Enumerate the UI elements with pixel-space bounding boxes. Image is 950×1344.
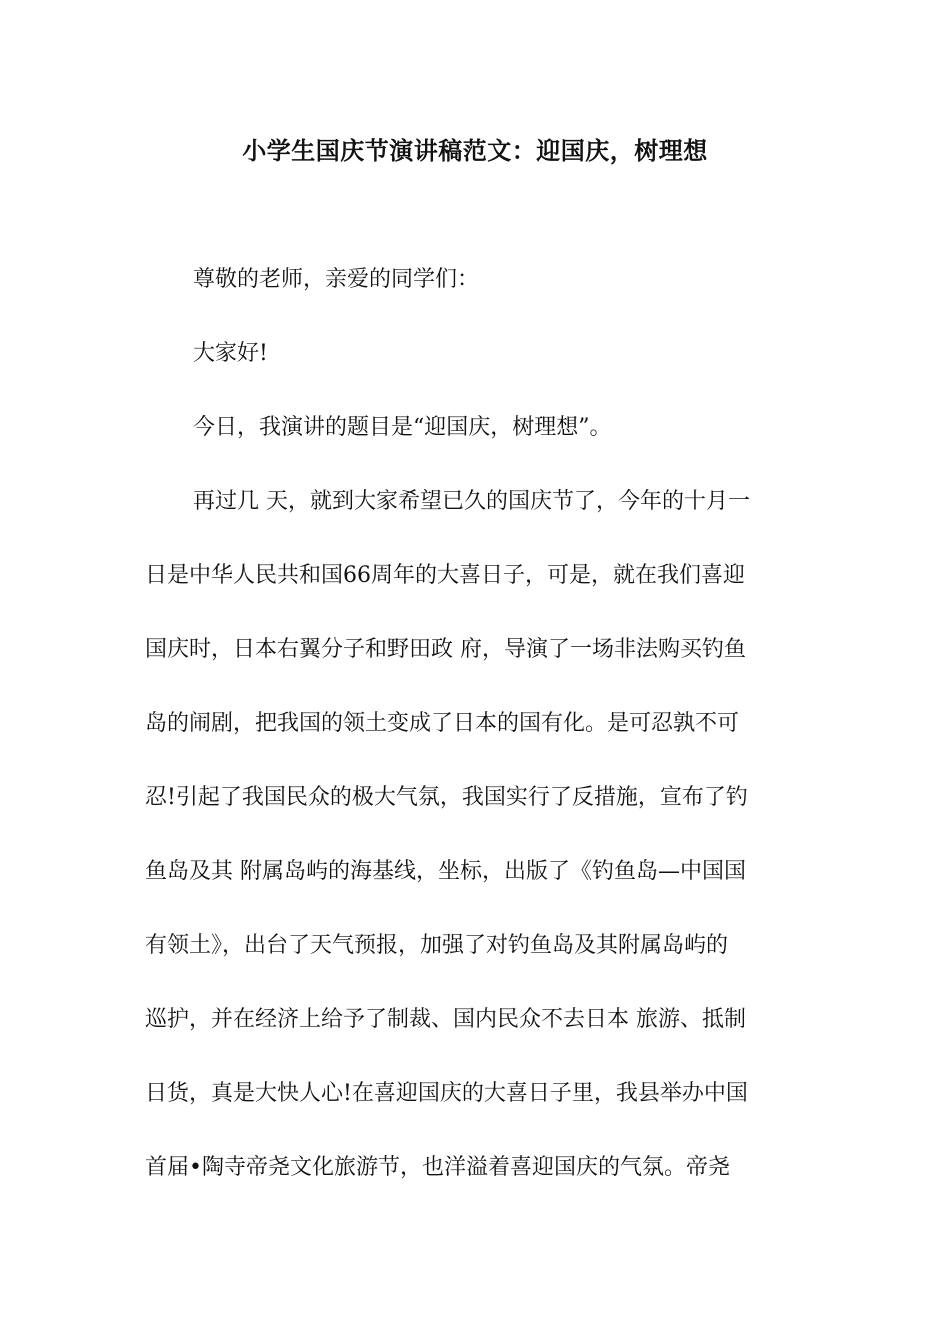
body-line-10: 首届•陶寺帝尧文化旅游节，也洋溢着喜迎国庆的气氛。帝尧: [145, 1155, 730, 1180]
body-line-2: 日是中华人民共和国66周年的大喜日子，可是，就在我们喜迎: [145, 563, 745, 588]
body-line-8: 巡护，并在经济上给予了制裁、国内民众不去日本 旅游、抵制: [145, 1007, 746, 1032]
topic-line: 今日，我演讲的题目是“迎国庆，树理想”。: [193, 415, 612, 440]
body-line-3: 国庆时，日本右翼分子和野田政 府，导演了一场非法购买钓鱼: [145, 637, 746, 662]
body-line-9: 日货，真是大快人心!在喜迎国庆的大喜日子里，我县举办中国: [145, 1081, 748, 1106]
body-line-6: 鱼岛及其 附属岛屿的海基线，坐标，出版了《钓鱼岛—中国国: [145, 859, 746, 884]
greeting-line: 大家好!: [193, 341, 268, 366]
body-line-5: 忍!引起了我国民众的极大气氛，我国实行了反措施，宣布了钓: [145, 785, 748, 810]
document-title: 小学生国庆节演讲稿范文：迎国庆，树理想: [242, 136, 708, 165]
body-line-7: 有领土》，出台了天气预报，加强了对钓鱼岛及其附属岛屿的: [145, 933, 729, 958]
body-line-1: 再过几 天，就到大家希望已久的国庆节了，今年的十月一: [193, 489, 750, 514]
salutation-line: 尊敬的老师，亲爱的同学们：: [193, 267, 480, 292]
body-line-4: 岛的闹剧，把我国的领土变成了日本的国有化。是可忍孰不可: [145, 711, 740, 736]
